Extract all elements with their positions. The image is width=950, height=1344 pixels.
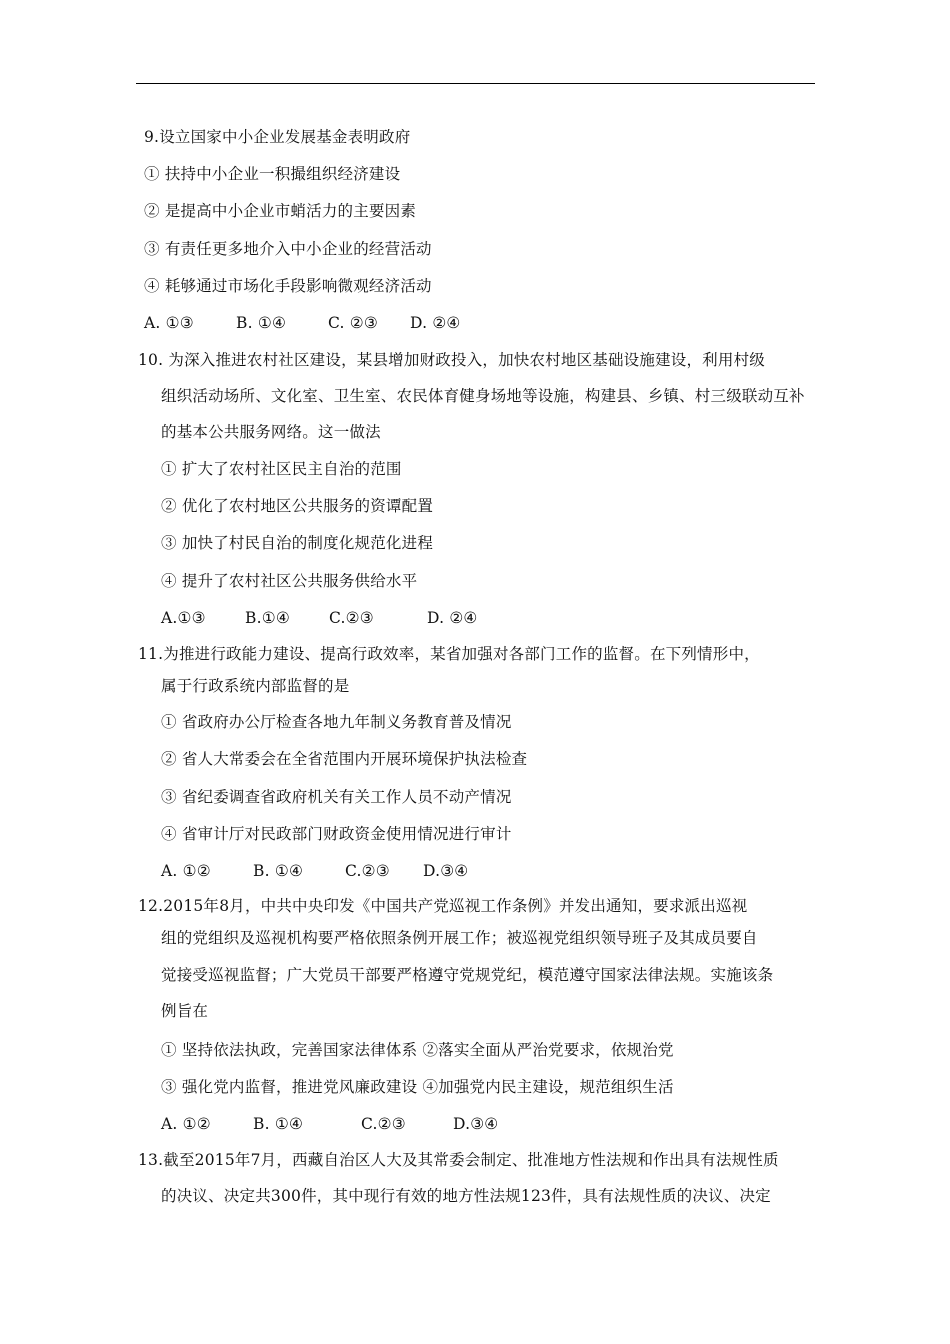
question-9-options xyxy=(144,313,461,333)
option-c: C.②③ xyxy=(345,862,390,880)
question-10-item-1: ① 扩大了农村社区民主自治的范围 xyxy=(161,460,402,478)
question-12-item-1-2: ① 坚持依法执政，完善国家法律体系 ②落实全面从严治党要求，依规治党 xyxy=(161,1041,674,1059)
option-d: D. ②④ xyxy=(427,609,478,627)
question-9-item-2: ② 是提高中小企业市蛸活力的主要因素 xyxy=(144,202,417,220)
question-12-item-3-4: ③ 强化党内监督，推进党风廉政建设 ④加强党内民主建设，规范组织生活 xyxy=(161,1078,674,1096)
question-9-item-3: ③ 有责任更多地介入中小企业的经营活动 xyxy=(144,240,432,258)
option-d: D.③④ xyxy=(423,862,469,880)
question-10-item-2: ② 优化了农村地区公共服务的资谭配置 xyxy=(161,497,434,515)
question-10-stem-line-3: 的基本公共服务网络。这一做法 xyxy=(161,423,381,441)
question-10-stem-line-2: 组织活动场所、文化室、卫生室、农民体育健身场地等设施，构建县、乡镇、村三级联动互补 xyxy=(161,387,805,405)
question-11-item-3: ③ 省纪委调查省政府机关有关工作人员不动产情况 xyxy=(161,788,512,806)
question-9-item-4: ④ 耗够通过市场化手段影响微观经济活动 xyxy=(144,277,432,295)
question-10-stem-line-1: 10. 为深入推进农村社区建设，某县增加财政投入，加快农村地区基础设施建设，利用村级 xyxy=(138,351,765,369)
question-12-options xyxy=(161,1114,498,1134)
question-11-stem-line-2: 属于行政系统内部监督的是 xyxy=(161,677,350,695)
question-11-options xyxy=(161,861,468,881)
option-b: B. ①④ xyxy=(236,314,287,332)
option-b: B. ①④ xyxy=(253,1115,304,1133)
option-a: A.①③ xyxy=(161,609,206,627)
question-9-stem: 9.设立国家中小企业发展基金表明政府 xyxy=(144,128,411,146)
option-a: A. ①② xyxy=(161,862,211,880)
question-12-stem-line-3: 觉接受巡视监督；广大党员干部要严格遵守党规党纪，模范遵守国家法律法规。实施该条 xyxy=(161,966,774,984)
option-a: A. ①② xyxy=(161,1115,211,1133)
question-13-stem-line-1: 13.截至2015年7月，西藏自治区人大及其常委会制定、批准地方性法规和作出具有法规性质 xyxy=(138,1151,779,1169)
question-13-stem-line-2: 的决议、决定共300件，其中现行有效的地方性法规123件，具有法规性质的决议、决定 xyxy=(161,1187,771,1205)
option-d: D.③④ xyxy=(453,1115,499,1133)
option-b: B. ①④ xyxy=(253,862,304,880)
option-b: B.①④ xyxy=(245,609,290,627)
question-12-stem-line-2: 组的党组织及巡视机构要严格依照条例开展工作；被巡视党组织领导班子及其成员要自 xyxy=(161,929,758,947)
option-c: C. ②③ xyxy=(328,314,378,332)
option-c: C.②③ xyxy=(329,609,374,627)
question-12-stem-line-1: 12.2015年8月，中共中央印发《中国共产党巡视工作条例》并发出通知，要求派出巡视 xyxy=(138,897,748,915)
question-11-item-2: ② 省人大常委会在全省范围内开展环境保护执法检查 xyxy=(161,750,528,768)
question-10-item-4: ④ 提升了农村社区公共服务供给水平 xyxy=(161,572,418,590)
question-11-stem-line-1: 11.为推进行政能力建设、提高行政效率，某省加强对各部门工作的监督。在下列情形中， xyxy=(138,645,760,663)
option-d: D. ②④ xyxy=(410,314,461,332)
question-10-options xyxy=(161,608,478,628)
question-11-item-4: ④ 省审计厅对民政部门财政资金使用情况进行审计 xyxy=(161,825,512,843)
header-rule xyxy=(136,83,815,84)
question-9-item-1: ① 扶持中小企业一积撮组织经济建设 xyxy=(144,165,401,183)
question-12-stem-line-4: 例旨在 xyxy=(161,1002,209,1020)
option-a: A. ①③ xyxy=(144,314,194,332)
question-11-item-1: ① 省政府办公厅检查各地九年制义务教育普及情况 xyxy=(161,713,512,731)
question-10-item-3: ③ 加快了村民自治的制度化规范化进程 xyxy=(161,534,434,552)
option-c: C.②③ xyxy=(361,1115,406,1133)
